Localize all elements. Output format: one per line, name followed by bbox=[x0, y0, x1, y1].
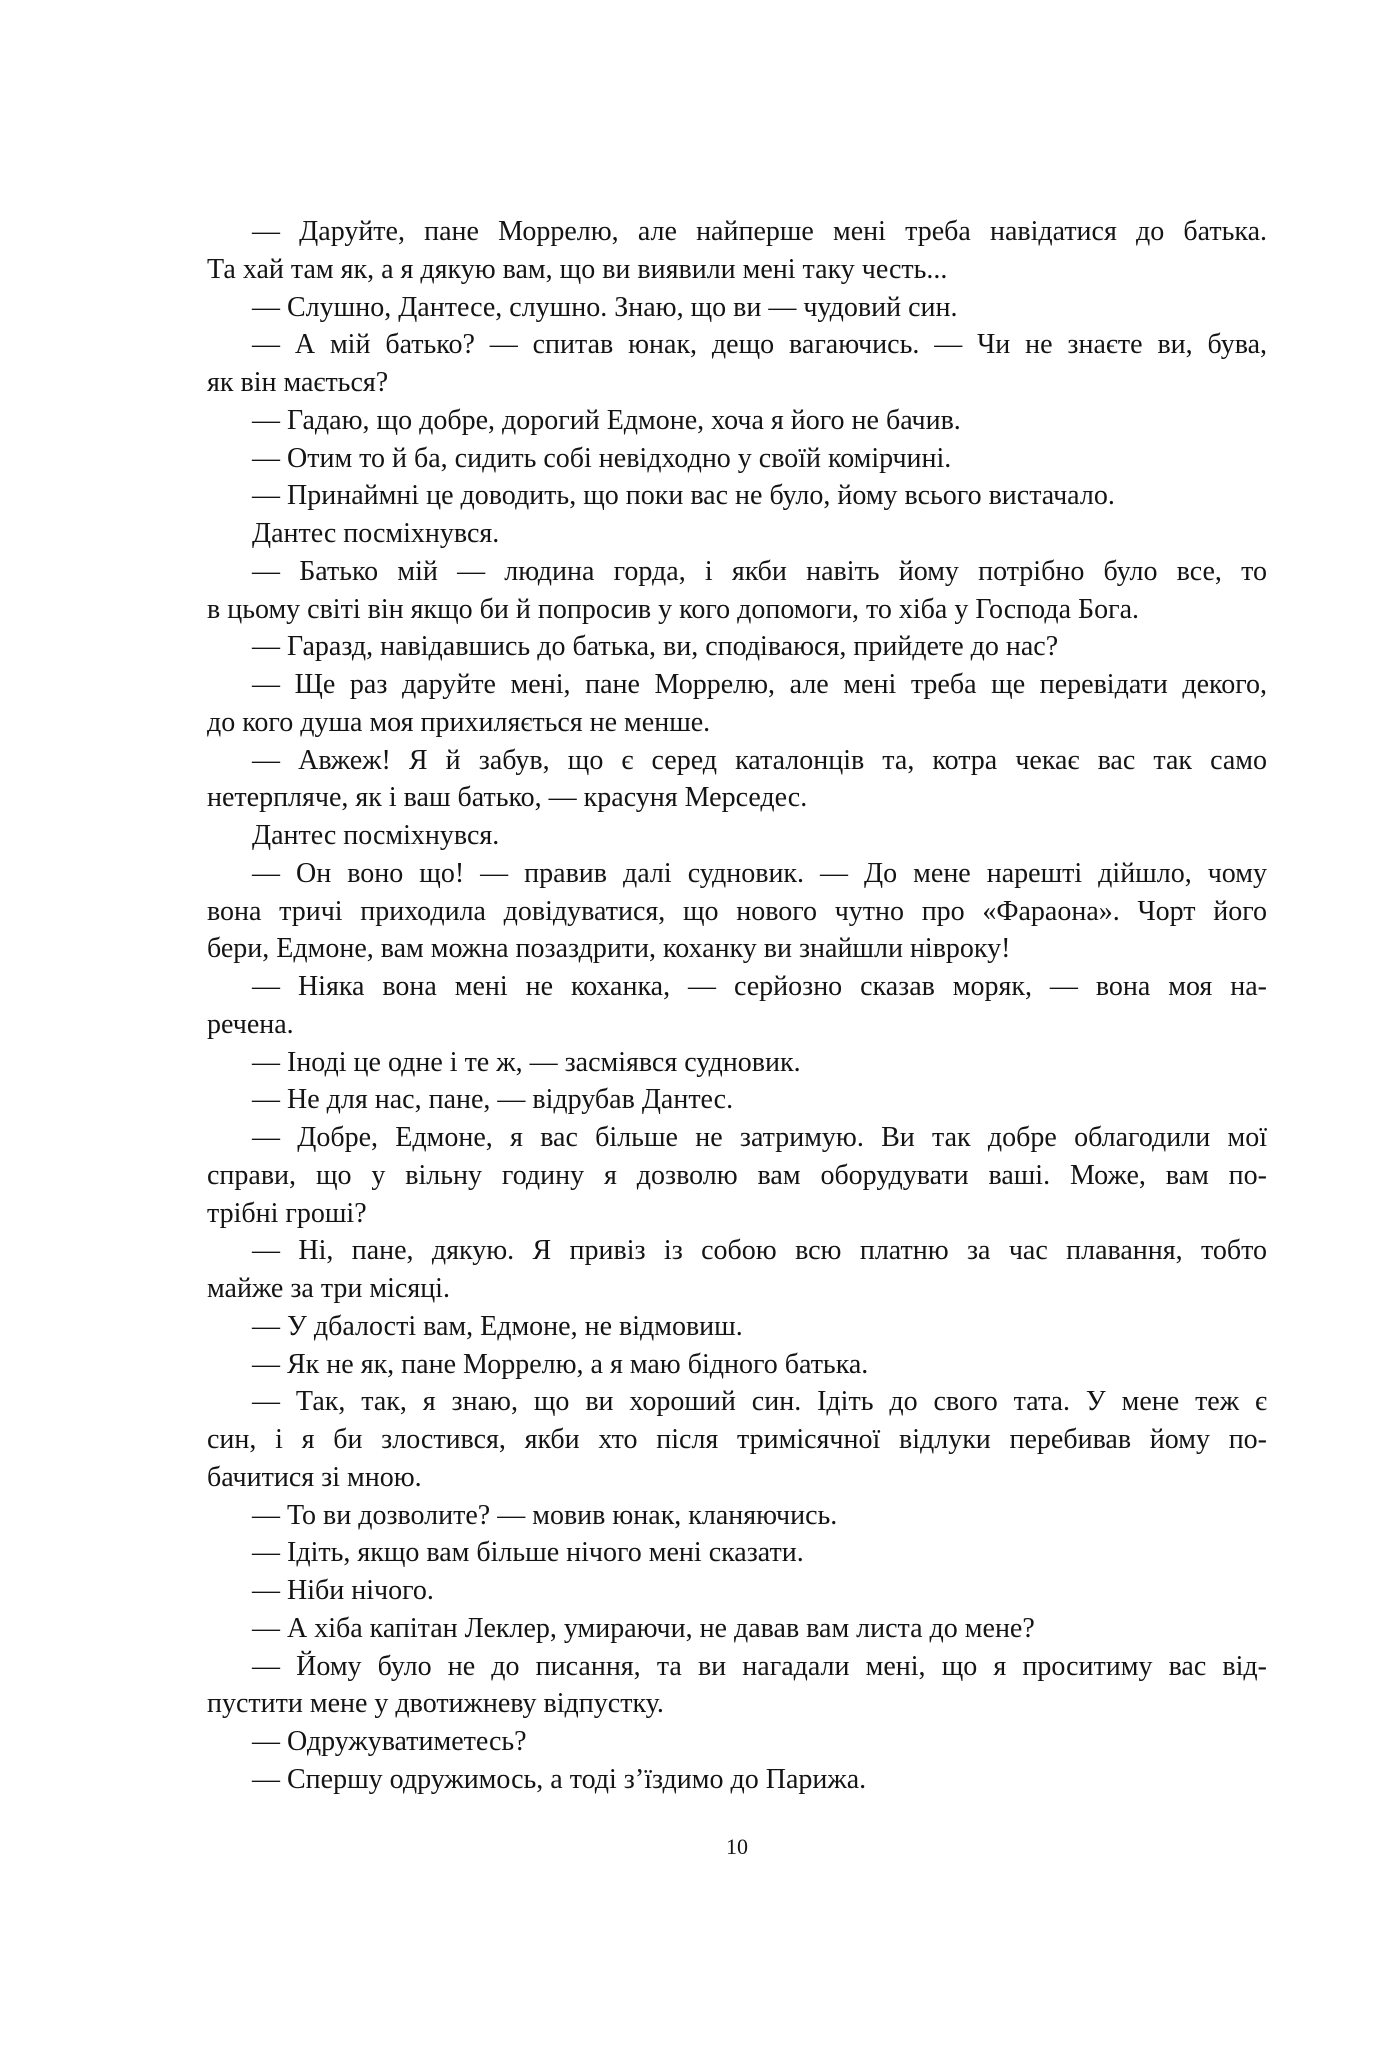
text-line: нетерпляче, як і ваш батько, — красуня Мерседес. bbox=[207, 782, 808, 814]
text-line: — Авжеж! Я й забув, що є серед каталонців та, котра чекає вас так само bbox=[252, 744, 1267, 776]
text-line: — Ні, пане, дякую. Я привіз із собою всю платню за час плавання, тобто bbox=[252, 1235, 1267, 1267]
text-line: — Гаразд, навідавшись до батька, ви, сподіваюся, прийдете до нас? bbox=[252, 631, 1059, 663]
text-line: — У дбалості вам, Едмоне, не відмовиш. bbox=[252, 1310, 743, 1342]
text-line: — Ніяка вона мені не коханка, — серйозно сказав моряк, — вона моя на- bbox=[252, 971, 1267, 1002]
text-line: — Он воно що! — правив далі судновик. — До мене нарешті дійшло, чому bbox=[252, 857, 1267, 889]
text-line: — А мій батько? — спитав юнак, дещо вагаючись. — Чи не знаєте ви, бува, bbox=[252, 329, 1267, 361]
text-line: — Спершу одружимось, а тоді з’їздимо до Парижа. bbox=[252, 1763, 867, 1795]
text-line: вона тричі приходила довідуватися, що нового чутно про «Фараона». Чорт його bbox=[207, 895, 1267, 927]
text-line: — Одружуватиметесь? bbox=[252, 1726, 527, 1757]
text-line: Дантес посміхнувся. bbox=[252, 518, 500, 549]
text-line: син, і я би злостився, якби хто після тримісячної відлуки перебивав йому по- bbox=[207, 1424, 1267, 1455]
body-text bbox=[207, 213, 1267, 1799]
text-line: — Так, так, я знаю, що ви хороший син. Ідіть до свого тата. У мене теж є bbox=[252, 1386, 1267, 1418]
text-line: — Ще раз даруйте мені, пане Моррелю, але мені треба ще перевідати декого, bbox=[252, 669, 1267, 700]
text-line: — Гадаю, що добре, дорогий Едмоне, хоча я його не бачив. bbox=[252, 404, 961, 436]
text-line: — Ідіть, якщо вам більше нічого мені сказати. bbox=[252, 1537, 804, 1569]
text-line: Та хай там як, а я дякую вам, що ви виявили мені таку честь... bbox=[207, 253, 948, 285]
text-line: справи, що у вільну годину я дозволю вам оборудувати ваші. Може, вам по- bbox=[207, 1159, 1267, 1191]
text-line: — Отим то й ба, сидить собі невідходно у своїй комірчині. bbox=[252, 442, 952, 474]
text-line: — Іноді це одне і те ж, — засміявся судновик. bbox=[252, 1046, 801, 1078]
text-line: як він мається? bbox=[207, 367, 389, 398]
text-line: — Йому було не до писання, та ви нагадали мені, що я проситиму вас від- bbox=[252, 1650, 1267, 1682]
text-line: — Принаймні це доводить, що поки вас не було, йому всього вистачало. bbox=[252, 480, 1115, 512]
text-line: в цьому світі він якщо би й попросив у кого допомоги, то хіба у Господа Бога. bbox=[207, 593, 1140, 625]
text-line: — Слушно, Дантесе, слушно. Знаю, що ви — чудовий син. bbox=[252, 291, 958, 323]
text-line: бери, Едмоне, вам можна позаздрити, коханку ви знайшли нівроку! bbox=[207, 933, 1011, 965]
text-line: — Добре, Едмоне, я вас більше не затримую. Ви так добре облагодили мої bbox=[252, 1122, 1267, 1153]
text-line: бачитися зі мною. bbox=[207, 1461, 422, 1493]
text-line: майже за три місяці. bbox=[207, 1273, 450, 1304]
text-line: — Даруйте, пане Моррелю, але найперше мені треба навідатися до батька. bbox=[252, 216, 1267, 247]
text-line: — Батько мій — людина горда, і якби навіть йому потрібно було все, то bbox=[252, 555, 1267, 587]
text-line: пустити мене у двотижневу відпустку. bbox=[207, 1688, 664, 1720]
text-line: — Не для нас, пане, — відрубав Дантес. bbox=[252, 1084, 734, 1116]
text-line: — Як не як, пане Моррелю, а я маю бідного батька. bbox=[252, 1348, 869, 1380]
text-line: Дантес посміхнувся. bbox=[252, 820, 500, 851]
text-line: до кого душа моя прихиляється не менше. bbox=[207, 706, 711, 738]
text-line: — А хіба капітан Леклер, умираючи, не давав вам листа до мене? bbox=[252, 1612, 1035, 1644]
text-line: — Ніби нічого. bbox=[252, 1575, 434, 1606]
page-number: 10 bbox=[726, 1834, 748, 1859]
text-line: речена. bbox=[207, 1008, 294, 1040]
text-line: трібні гроші? bbox=[207, 1197, 367, 1229]
text-line: — То ви дозволите? — мовив юнак, кланяючись. bbox=[252, 1499, 838, 1531]
